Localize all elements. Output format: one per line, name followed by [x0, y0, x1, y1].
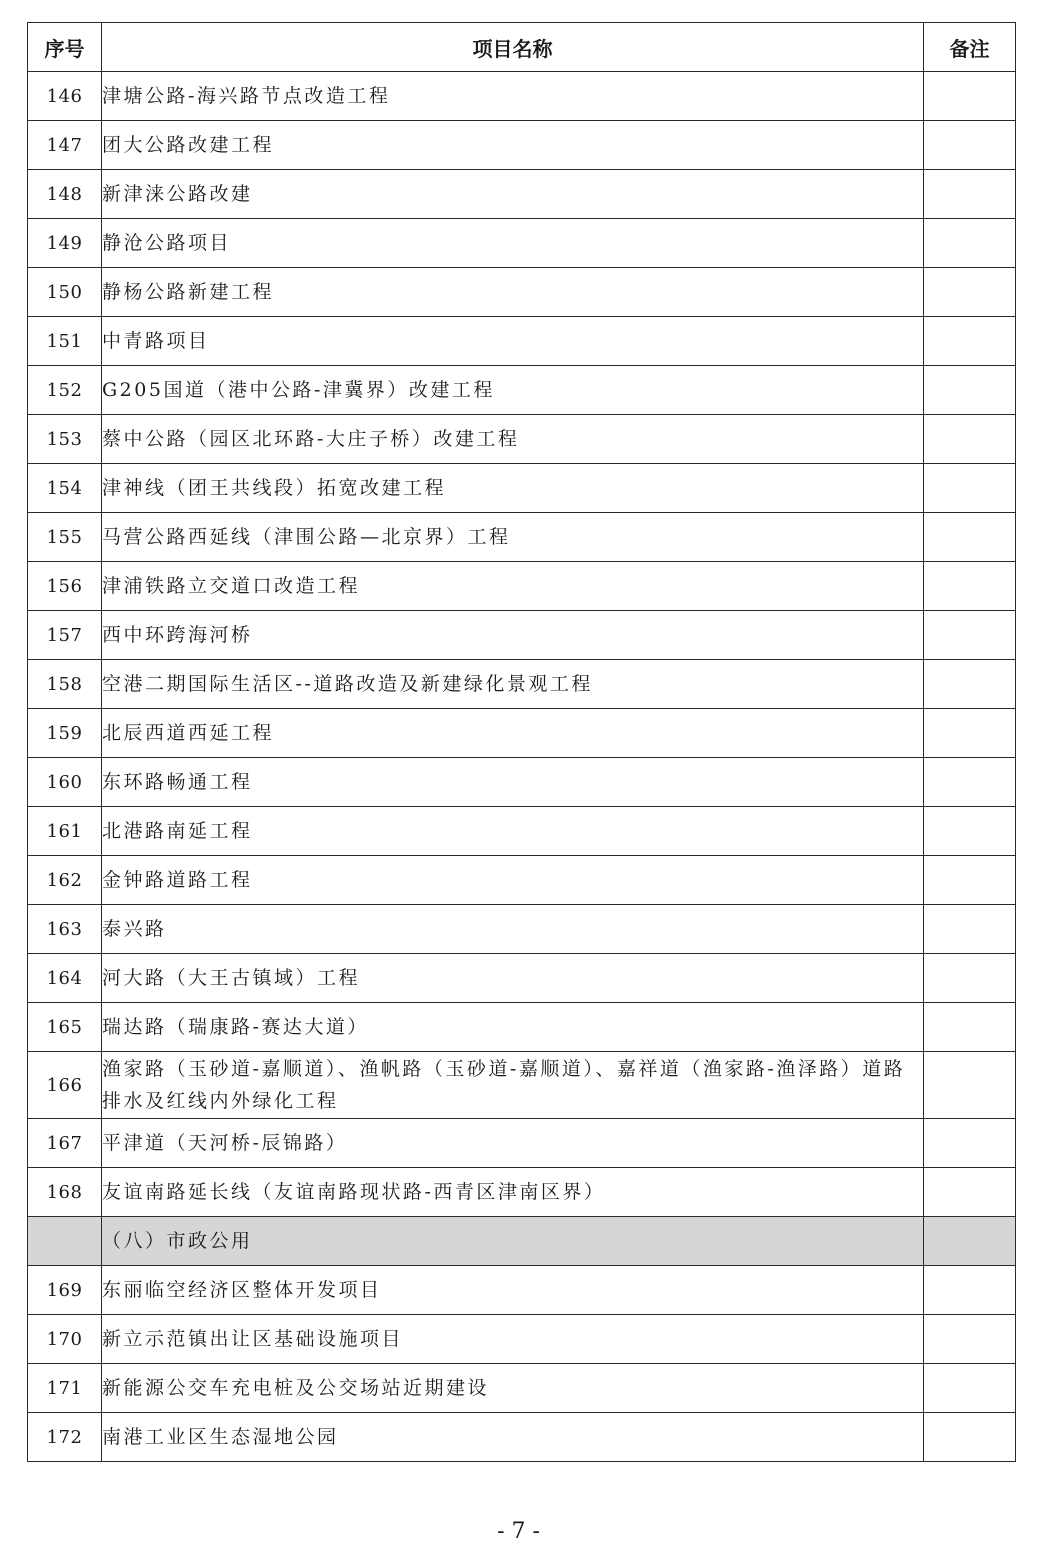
project-name: 平津道（天河桥-辰锦路）	[102, 1119, 924, 1168]
project-name: 北港路南延工程	[102, 807, 924, 856]
table-row	[28, 905, 1016, 954]
section-header-row	[28, 1217, 1016, 1266]
project-name: 静沧公路项目	[102, 219, 924, 268]
table-row	[28, 709, 1016, 758]
project-name: 河大路（大王古镇域）工程	[102, 954, 924, 1003]
table-row	[28, 1413, 1016, 1462]
project-name: 津塘公路-海兴路节点改造工程	[102, 72, 924, 121]
project-name: 团大公路改建工程	[102, 121, 924, 170]
header-number: 序号	[28, 23, 102, 72]
remarks-cell	[924, 1052, 1016, 1119]
row-number: 169	[28, 1266, 102, 1315]
row-number: 164	[28, 954, 102, 1003]
table-row	[28, 366, 1016, 415]
remarks-cell	[924, 1364, 1016, 1413]
project-name: 瑞达路（瑞康路-赛达大道）	[102, 1003, 924, 1052]
table-row	[28, 1315, 1016, 1364]
remarks-cell	[924, 513, 1016, 562]
project-name: 津浦铁路立交道口改造工程	[102, 562, 924, 611]
remarks-cell	[924, 709, 1016, 758]
table-row	[28, 1168, 1016, 1217]
table-row	[28, 807, 1016, 856]
row-number: 150	[28, 268, 102, 317]
project-name: 新立示范镇出让区基础设施项目	[102, 1315, 924, 1364]
remarks-cell	[924, 1413, 1016, 1462]
row-number: 148	[28, 170, 102, 219]
project-name: 东丽临空经济区整体开发项目	[102, 1266, 924, 1315]
project-name: 新能源公交车充电桩及公交场站近期建设	[102, 1364, 924, 1413]
row-number: 151	[28, 317, 102, 366]
table-row	[28, 611, 1016, 660]
table-row	[28, 121, 1016, 170]
row-number: 155	[28, 513, 102, 562]
row-number: 146	[28, 72, 102, 121]
table-row	[28, 1052, 1016, 1119]
table-row	[28, 954, 1016, 1003]
table-row	[28, 317, 1016, 366]
remarks-cell	[924, 1315, 1016, 1364]
remarks-cell	[924, 1168, 1016, 1217]
project-name: 渔家路（玉砂道-嘉顺道）、渔帆路（玉砂道-嘉顺道）、嘉祥道（渔家路-渔泽路）道路排水及红线内外绿化工程	[102, 1052, 924, 1119]
header-project-name: 项目名称	[102, 23, 924, 72]
remarks-cell	[924, 1119, 1016, 1168]
remarks-cell	[924, 317, 1016, 366]
remarks-cell	[924, 268, 1016, 317]
project-name: 西中环跨海河桥	[102, 611, 924, 660]
project-table	[27, 22, 1016, 1462]
row-number: 152	[28, 366, 102, 415]
table-header-row	[28, 23, 1016, 72]
row-number: 161	[28, 807, 102, 856]
row-number: 159	[28, 709, 102, 758]
row-number: 156	[28, 562, 102, 611]
project-name: 静杨公路新建工程	[102, 268, 924, 317]
remarks-cell	[924, 1266, 1016, 1315]
remarks-cell	[924, 856, 1016, 905]
remarks-cell	[924, 72, 1016, 121]
remarks-cell	[924, 1003, 1016, 1052]
page-number: - 7 -	[497, 1519, 540, 1544]
row-number: 170	[28, 1315, 102, 1364]
project-name: 新津涞公路改建	[102, 170, 924, 219]
project-name: 空港二期国际生活区--道路改造及新建绿化景观工程	[102, 660, 924, 709]
table-row	[28, 1119, 1016, 1168]
remarks-cell	[924, 660, 1016, 709]
project-name: G205国道（港中公路-津冀界）改建工程	[102, 366, 924, 415]
remarks-cell	[924, 807, 1016, 856]
table-row	[28, 464, 1016, 513]
table-row	[28, 758, 1016, 807]
remarks-cell	[924, 464, 1016, 513]
project-name: 南港工业区生态湿地公园	[102, 1413, 924, 1462]
row-number: 166	[28, 1052, 102, 1119]
row-number: 162	[28, 856, 102, 905]
row-number: 171	[28, 1364, 102, 1413]
row-number: 167	[28, 1119, 102, 1168]
remarks-cell	[924, 219, 1016, 268]
row-number: 149	[28, 219, 102, 268]
table-row	[28, 268, 1016, 317]
remarks-cell	[924, 611, 1016, 660]
remarks-cell	[924, 954, 1016, 1003]
row-number: 158	[28, 660, 102, 709]
remarks-cell	[924, 758, 1016, 807]
project-name: 马营公路西延线（津围公路—北京界）工程	[102, 513, 924, 562]
table-row	[28, 513, 1016, 562]
remarks-cell	[924, 905, 1016, 954]
remarks-cell	[924, 562, 1016, 611]
table-row	[28, 562, 1016, 611]
project-name: 中青路项目	[102, 317, 924, 366]
row-number: 160	[28, 758, 102, 807]
row-number: 172	[28, 1413, 102, 1462]
header-remarks: 备注	[924, 23, 1016, 72]
row-number: 163	[28, 905, 102, 954]
table-row	[28, 415, 1016, 464]
table-row	[28, 856, 1016, 905]
row-number: 147	[28, 121, 102, 170]
table-row	[28, 1364, 1016, 1413]
project-name: 友谊南路延长线（友谊南路现状路-西青区津南区界）	[102, 1168, 924, 1217]
project-name: 金钟路道路工程	[102, 856, 924, 905]
section-title: （八）市政公用	[102, 1217, 924, 1266]
row-number: 153	[28, 415, 102, 464]
project-name: 蔡中公路（园区北环路-大庄子桥）改建工程	[102, 415, 924, 464]
table-row	[28, 219, 1016, 268]
project-name: 津神线（团王共线段）拓宽改建工程	[102, 464, 924, 513]
row-number: 154	[28, 464, 102, 513]
remarks-cell	[924, 415, 1016, 464]
row-number: 157	[28, 611, 102, 660]
project-name: 北辰西道西延工程	[102, 709, 924, 758]
remarks-cell	[924, 170, 1016, 219]
table-row	[28, 660, 1016, 709]
table-row	[28, 170, 1016, 219]
remarks-cell	[924, 121, 1016, 170]
project-name: 东环路畅通工程	[102, 758, 924, 807]
table-row	[28, 1266, 1016, 1315]
remarks-cell	[924, 366, 1016, 415]
table-row	[28, 1003, 1016, 1052]
remarks-cell	[924, 1217, 1016, 1266]
table-row	[28, 72, 1016, 121]
row-number: 168	[28, 1168, 102, 1217]
project-name: 泰兴路	[102, 905, 924, 954]
row-number	[28, 1217, 102, 1266]
row-number: 165	[28, 1003, 102, 1052]
